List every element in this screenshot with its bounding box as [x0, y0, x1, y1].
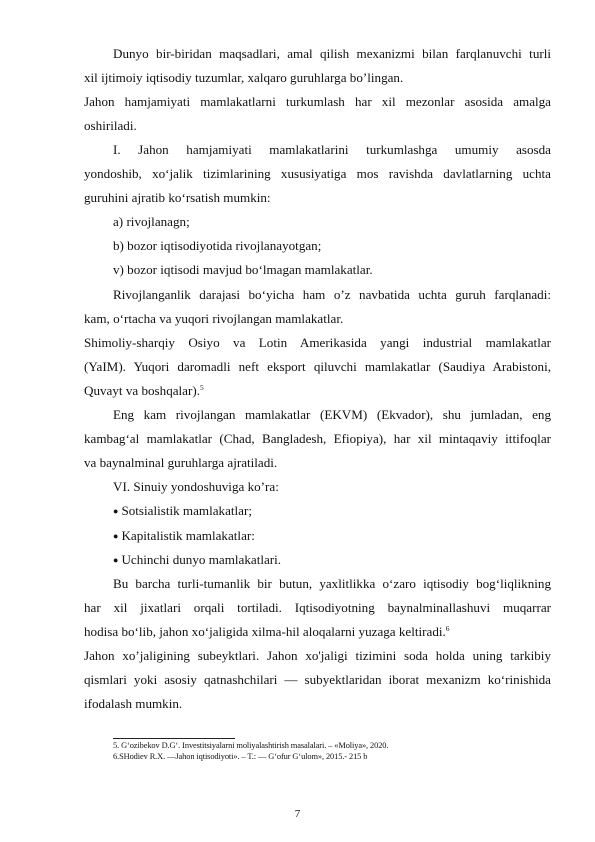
line-text: v) bozor iqtisodi mavjud bo‘lmagan mamlakatlar.	[113, 262, 373, 278]
text-line	[84, 405, 551, 424]
line-text: Kapitalistik mamlakatlar:	[121, 527, 255, 543]
line-text: va baynalminal guruhlarga ajratiladi.	[84, 455, 278, 471]
text-line	[84, 646, 551, 665]
footnote-ref: 5	[200, 382, 204, 392]
text-line	[84, 188, 551, 207]
text-line	[84, 574, 551, 593]
text-line	[84, 212, 551, 231]
line-text: Dunyo bir-biridan maqsadlari, amal qilish mexanizmi bilan farqlanuvchi turli	[113, 45, 551, 61]
line-text: Bu barcha turli-tumanlik bir butun, yaxlitlikka o‘zaro iqtisodiy bog‘liqlikning	[113, 575, 551, 591]
line-text: Rivojlanganlik darajasi bo‘yicha ham o’z navbatida uchta guruh farqlanadi:	[113, 286, 551, 302]
bullet-icon: ●	[113, 554, 119, 565]
bullet-item	[84, 501, 551, 521]
line-text: hodisa bo‘lib, jahon xo‘jaligida xilma-hil aloqalarni yuzaga keltiradi.	[84, 623, 446, 639]
text-line	[84, 68, 551, 87]
line-text: Quvayt va boshqalar).	[84, 382, 200, 398]
line-text: kambag‘al mamlakatlar (Chad, Bangladesh, Efiopiya), har xil mintaqaviy ittifoqlar	[84, 431, 551, 447]
text-line	[84, 429, 551, 448]
line-text: har xil jixatlari orqali tortiladi. Iqtisodiyotning baynalminallashuvi muqarrar	[84, 599, 551, 615]
line-text: Sotsialistik mamlakatlar;	[121, 503, 252, 519]
line-text: oshiriladi.	[84, 117, 137, 133]
line-text: Eng kam rivojlangan mamlakatlar (EKVM) (Ekvador), shu jumladan, eng	[113, 407, 551, 422]
text-line	[84, 285, 551, 304]
text-line	[84, 670, 551, 689]
text-line	[84, 164, 551, 183]
bullet-icon: ●	[113, 530, 119, 541]
footnote-6: 6.SHodiev R.X. —Jahon iqtisodiyoti». – T.: — G‘ofur G‘ulom», 2015.- 215 b	[113, 752, 368, 761]
footnote-rule	[113, 738, 235, 739]
line-text: yondoshib, xo‘jalik tizimlarining xususiyatiga mos ravishda davlatlarning uchta	[84, 166, 551, 181]
text-line	[84, 140, 551, 159]
text-line	[84, 453, 551, 472]
text-line	[84, 236, 551, 255]
line-text: guruhini ajratib ko‘rsatish mumkin:	[84, 190, 271, 206]
text-line	[84, 622, 551, 641]
text-line	[84, 92, 551, 111]
text-line	[84, 598, 551, 617]
line-text: VI. Sinuiy yondoshuviga ko’ra:	[113, 479, 279, 495]
text-line	[84, 260, 551, 279]
text-line	[84, 357, 551, 376]
line-text: Uchinchi dunyo mamlakatlari.	[121, 551, 282, 567]
bullet-icon: ●	[113, 506, 119, 517]
text-line	[84, 694, 551, 713]
text-line	[84, 44, 551, 63]
line-text: Shimoliy-sharqiy Osiyo va Lotin Amerikasida yangi industrial mamlakatlar	[84, 334, 551, 350]
line-text: I. Jahon hamjamiyati mamlakatlarini turkumlashga umumiy asosda	[113, 141, 551, 157]
footnote-5: 5. G‘ozibekov D.G‘. Investitsiyalarni moliyalashtirish masalalari. – «Moliya», 2020.	[113, 741, 389, 750]
bullet-item	[84, 526, 551, 546]
footnote-ref: 6	[445, 623, 450, 633]
text-line	[84, 381, 551, 400]
line-text: a) rivojlanagn;	[113, 214, 190, 230]
text-line	[84, 477, 551, 496]
text-line	[84, 333, 551, 352]
text-line	[84, 116, 551, 135]
text-line	[84, 309, 551, 328]
bullet-item	[84, 550, 551, 570]
line-text: Jahon xo’jaligining subeyktlari. Jahon xo'jaligi tizimini soda holda uning tarkibiy	[84, 648, 551, 663]
line-text: xil ijtimoiy iqtisodiy tuzumlar, xalqaro guruhlarga bo’lingan.	[84, 69, 404, 85]
line-text: (YaIM). Yuqori daromadli neft eksport qiluvchi mamlakatlar (Saudiya Arabistoni,	[84, 358, 551, 374]
page-number: 7	[294, 808, 301, 820]
line-text: kam, o‘rtacha va yuqori rivojlangan mamlakatlar.	[84, 310, 344, 326]
line-text: b) bozor iqtisodiyotida rivojlanayotgan;	[113, 238, 322, 254]
line-text: Jahon hamjamiyati mamlakatlarni turkumlash har xil mezonlar asosida amalga	[84, 93, 551, 109]
line-text: qismlari yoki asosiy qatnashchilari — subyektlaridan iborat mexanizm ko‘rinishida	[84, 672, 551, 688]
line-text: ifodalash mumkin.	[84, 696, 183, 712]
